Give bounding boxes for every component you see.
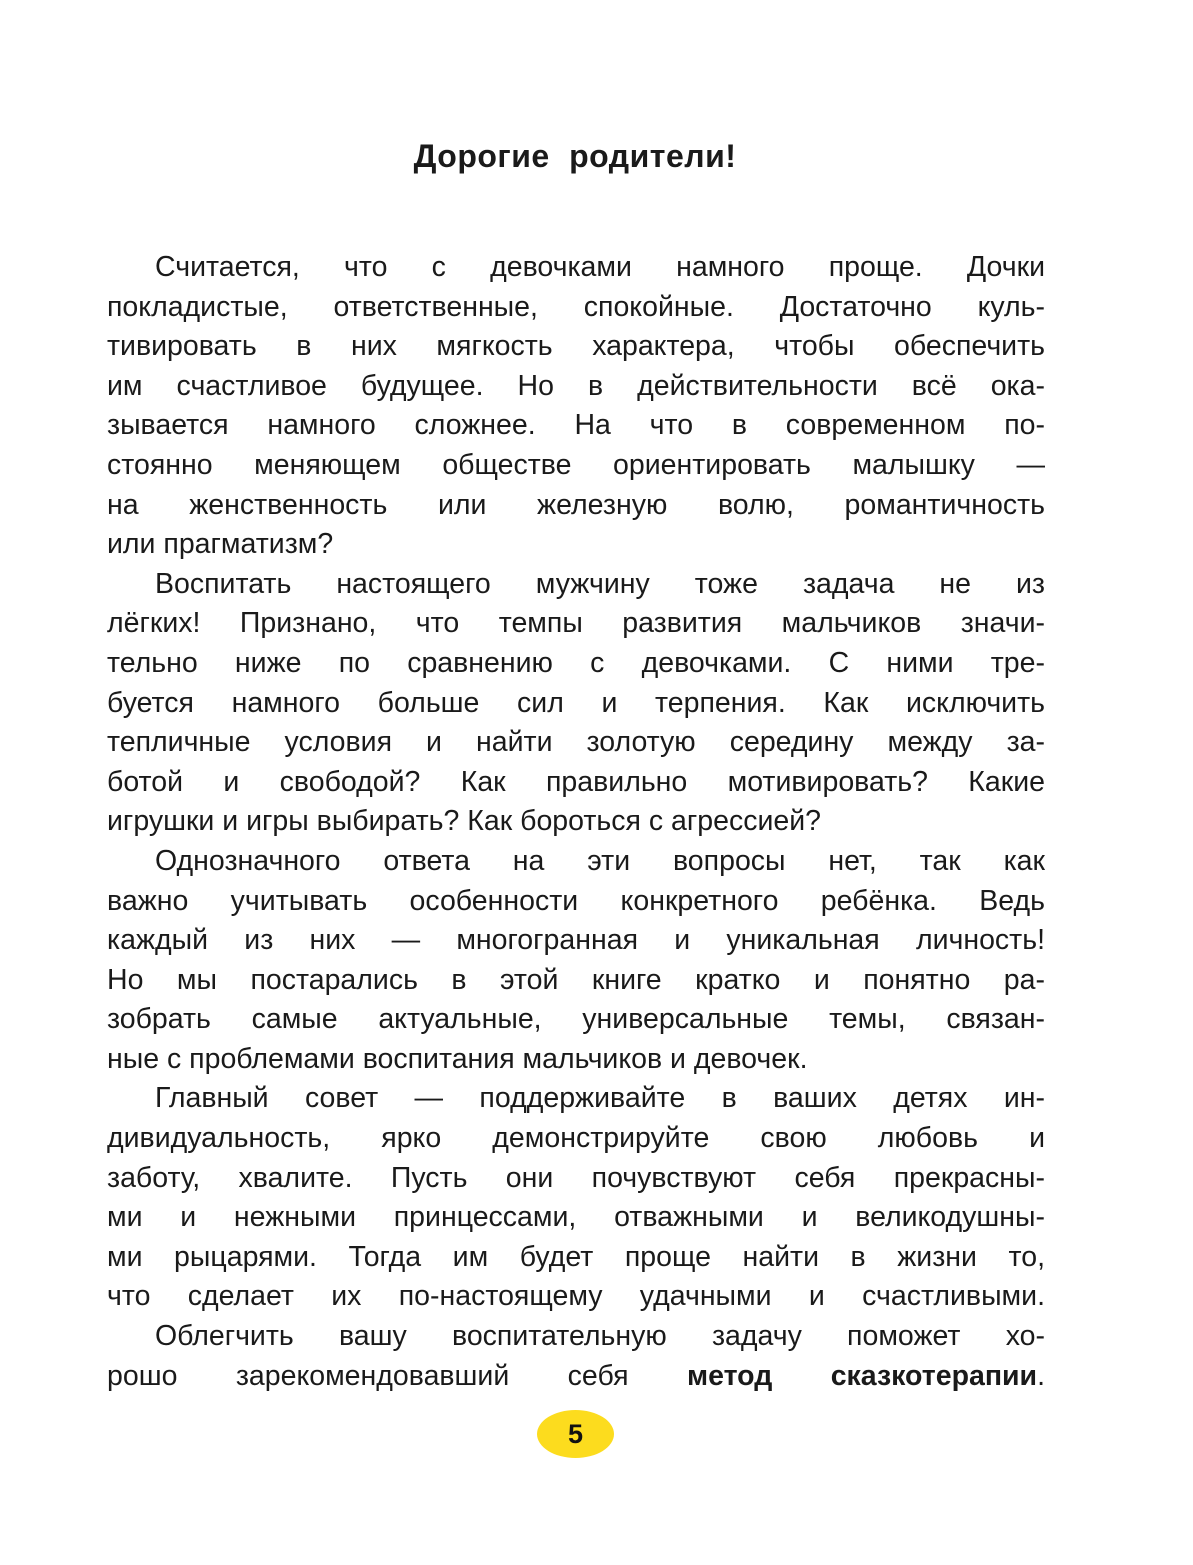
text-line: покладистые, ответственные, спокойные. Достаточно куль- bbox=[107, 290, 1045, 323]
text-line: Главный совет — поддерживайте в ваших детях ин- bbox=[155, 1082, 1045, 1115]
text-line: ные с проблемами воспитания мальчиков и девочек. bbox=[107, 1042, 808, 1075]
text-segment: . bbox=[1037, 1359, 1045, 1392]
text-line: Воспитать настоящего мужчину тоже задача не из bbox=[155, 567, 1045, 600]
text-line: игрушки и игры выбирать? Как бороться с агрессией? bbox=[107, 805, 822, 838]
text-line bbox=[107, 1357, 1045, 1397]
text-line: Однозначного ответа на эти вопросы нет, так как bbox=[155, 844, 1045, 877]
text-line: или прагматизм? bbox=[107, 528, 334, 561]
text-line: заботу, хвалите. Пусть они почувствуют себя прекрасны- bbox=[107, 1161, 1045, 1194]
text-line: на женственность или железную волю, романтичность bbox=[107, 488, 1045, 521]
bold-term: метод сказкотерапии bbox=[687, 1359, 1038, 1392]
text-line: важно учитывать особенности конкретного ребёнка. Ведь bbox=[107, 884, 1045, 917]
text-line: зывается намного сложнее. На что в современном по- bbox=[107, 409, 1045, 442]
text-line: тепличные условия и найти золотую середину между за- bbox=[107, 726, 1045, 759]
text-line: буется намного больше сил и терпения. Как исключить bbox=[107, 686, 1045, 719]
text-line: Облегчить вашу воспитательную задачу поможет хо- bbox=[155, 1320, 1045, 1353]
text-line: дивидуальность, ярко демонстрируйте свою любовь и bbox=[107, 1122, 1045, 1155]
body-text bbox=[107, 248, 1045, 1396]
text-line: лёгких! Признано, что темпы развития мальчиков значи- bbox=[107, 607, 1045, 640]
text-line: что сделает их по-настоящему удачными и счастливыми. bbox=[107, 1280, 1045, 1313]
text-line: Но мы постарались в этой книге кратко и понятно ра- bbox=[107, 963, 1045, 996]
text-line: ми и нежными принцессами, отважными и великодушны- bbox=[107, 1201, 1045, 1234]
text-line: Считается, что с девочками намного проще. Дочки bbox=[155, 251, 1045, 283]
page-number-badge: 5 bbox=[537, 1410, 614, 1458]
text-line: тельно ниже по сравнению с девочками. С ними тре- bbox=[107, 646, 1045, 679]
text-line: зобрать самые актуальные, универсальные темы, связан- bbox=[107, 1003, 1045, 1036]
text-line: ми рыцарями. Тогда им будет проще найти в жизни то, bbox=[107, 1240, 1045, 1273]
page-title: Дорогие родители! bbox=[413, 138, 737, 174]
text-segment: рошо зарекомендовавший себя bbox=[107, 1359, 629, 1392]
text-line: каждый из них — многогранная и уникальная личность! bbox=[107, 924, 1045, 957]
text-line: ботой и свободой? Как правильно мотивировать? Какие bbox=[107, 765, 1045, 798]
text-line: им счастливое будущее. Но в действительности всё ока- bbox=[107, 369, 1045, 402]
text-line: тивировать в них мягкость характера, чтобы обеспечить bbox=[107, 330, 1045, 363]
text-line: стоянно меняющем обществе ориентировать малышку — bbox=[107, 448, 1045, 481]
